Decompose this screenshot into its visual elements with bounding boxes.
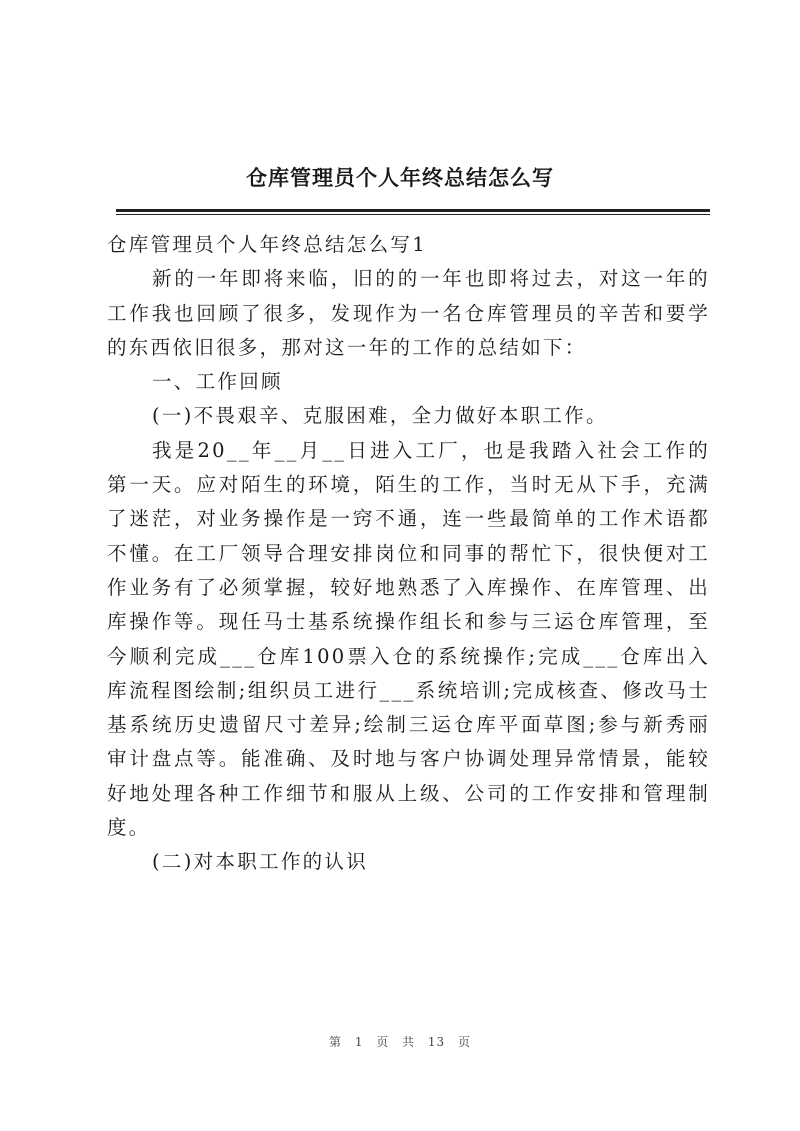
paragraph-intro: 新的一年即将来临，旧的的一年也即将过去，对这一年的工作我也回顾了很多，发现作为一名仓库管理员的辛苦和要学的东西依旧很多，那对这一年的工作的总结如下： [107, 267, 710, 359]
subheading-two: (二)对本职工作的认识 [152, 850, 369, 874]
section-subtitle: 仓库管理员个人年终总结怎么写1 [107, 233, 427, 256]
subheading-one: (一)不畏艰辛、克服困难，全力做好本职工作。 [152, 404, 608, 428]
page-footer: 第 1 页 共 13 页 [329, 1035, 471, 1049]
paragraph-work-details: 我是20__年__月__日进入工厂，也是我踏入社会工作的第一天。应对陌生的环境，陌生的工作，当时无从下手，充满了迷茫，对业务操作是一窍不通，连一些最简单的工作术语都不懂。在工厂领导合理安排岗位和同事的帮忙下，很快便对工作业务有了必须掌握，较好地熟悉了入库操作、在库管理、出库操作等。现任马士基系统操作组长和参与三运仓库管理，至今顺利完成___仓库100票入仓的系统操作;完成___仓库出入库流程图绘制;组织员工进行___系统培训;完成核查、修改马士基系统历史遗留尺寸差异;绘制三运仓库平面草图;参与新秀丽审计盘点等。能准确、及时地与客户协调处理异常情景，能较好地处理各种工作细节和服从上级、公司的工作安排和管理制度。 [107, 438, 710, 840]
heading-work-review: 一、工作回顾 [152, 370, 283, 394]
title-divider [116, 209, 710, 212]
title-divider-thin [116, 214, 710, 215]
document-body [107, 228, 710, 880]
document-title: 仓库管理员个人年终总结怎么写 [246, 165, 554, 190]
